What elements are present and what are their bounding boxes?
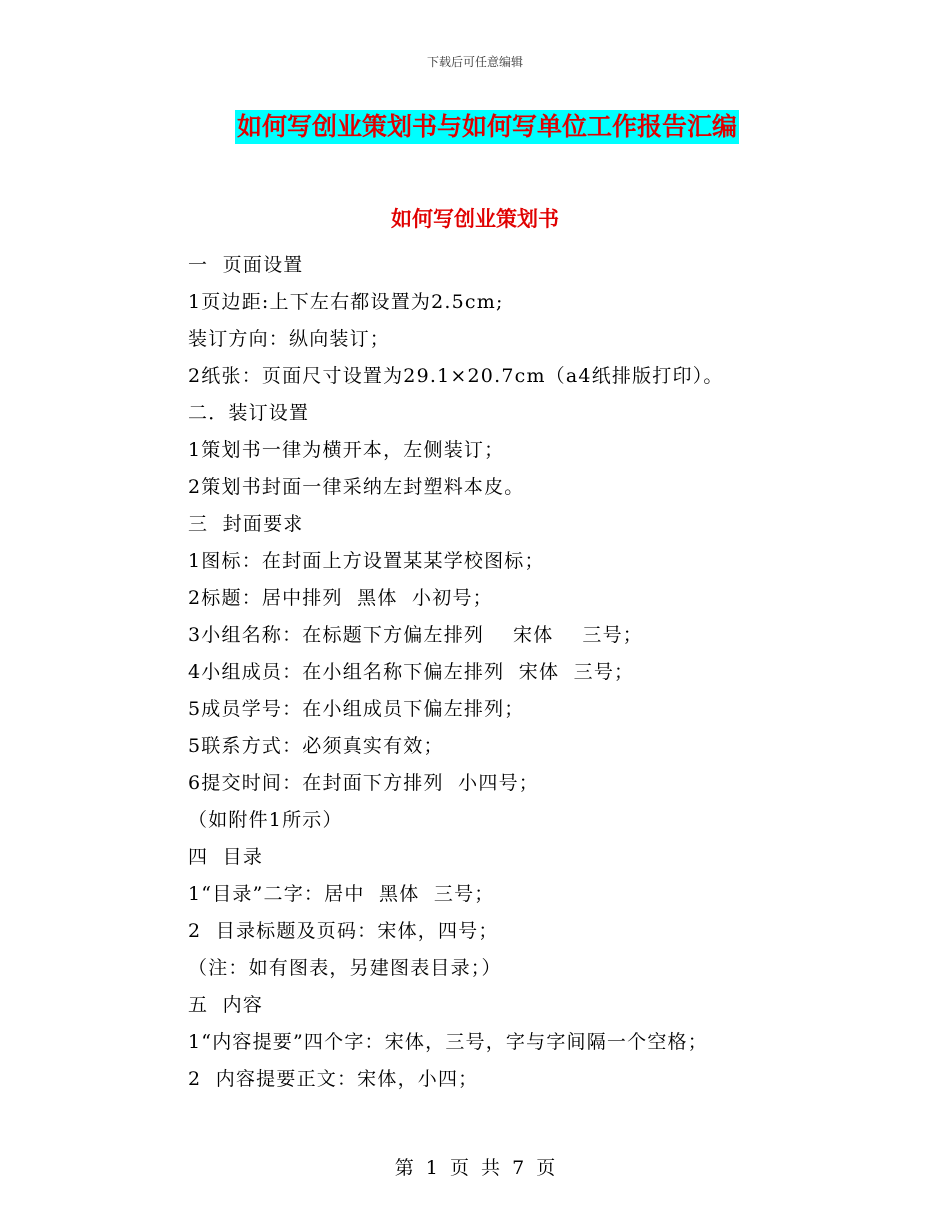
document-body (188, 249, 908, 1100)
body-line: （注：如有图表，另建图表目录；） (188, 957, 502, 979)
body-line: 1“内容提要”四个字：宋体，三号，字与字间隔一个空格； (188, 1031, 708, 1053)
body-line: 4小组成员：在小组名称下偏左排列 宋体 三号； (188, 661, 635, 683)
document-title: 如何写创业策划书与如何写单位工作报告汇编 (235, 110, 739, 144)
body-line: 装订方向：纵向装订； (188, 328, 391, 350)
body-line: 6提交时间：在封面下方排列 小四号； (188, 772, 539, 794)
body-line: 3小组名称：在标题下方偏左排列 宋体 三号； (188, 624, 644, 646)
section-title: 如何写创业策划书 (391, 207, 559, 231)
body-line: 二．装订设置 (188, 402, 310, 424)
page-header-note: 下载后可任意编辑 (426, 55, 523, 69)
body-line: 一 页面设置 (188, 254, 304, 276)
body-line: 5成员学号：在小组成员下偏左排列； (188, 698, 525, 720)
page-number-footer: 第 1 页 共 7 页 (394, 1157, 556, 1179)
body-line: 2标题：居中排列 黑体 小初号； (188, 587, 493, 609)
body-line: 2策划书封面一律采纳左封塑料本皮。 (188, 476, 525, 498)
body-line: 2纸张：页面尺寸设置为29.1×20.7cm（a4纸排版打印）。 (188, 365, 724, 387)
body-line: 三 封面要求 (188, 513, 304, 535)
body-line: 5联系方式：必须真实有效； (188, 735, 444, 757)
body-line: 1页边距:上下左右都设置为2.5cm; (188, 291, 504, 313)
body-line: 2 内容提要正文：宋体，小四； (188, 1068, 479, 1090)
body-line: 1策划书一律为横开本，左侧装订； (188, 439, 505, 461)
body-line: （如附件1所示） (188, 809, 343, 831)
body-line: 1“目录”二字：居中 黑体 三号； (188, 883, 495, 905)
body-line: 五 内容 (188, 994, 264, 1016)
body-line: 1图标：在封面上方设置某某学校图标； (188, 550, 545, 572)
body-line: 四 目录 (188, 846, 264, 868)
body-line: 2 目录标题及页码：宋体，四号； (188, 920, 499, 942)
